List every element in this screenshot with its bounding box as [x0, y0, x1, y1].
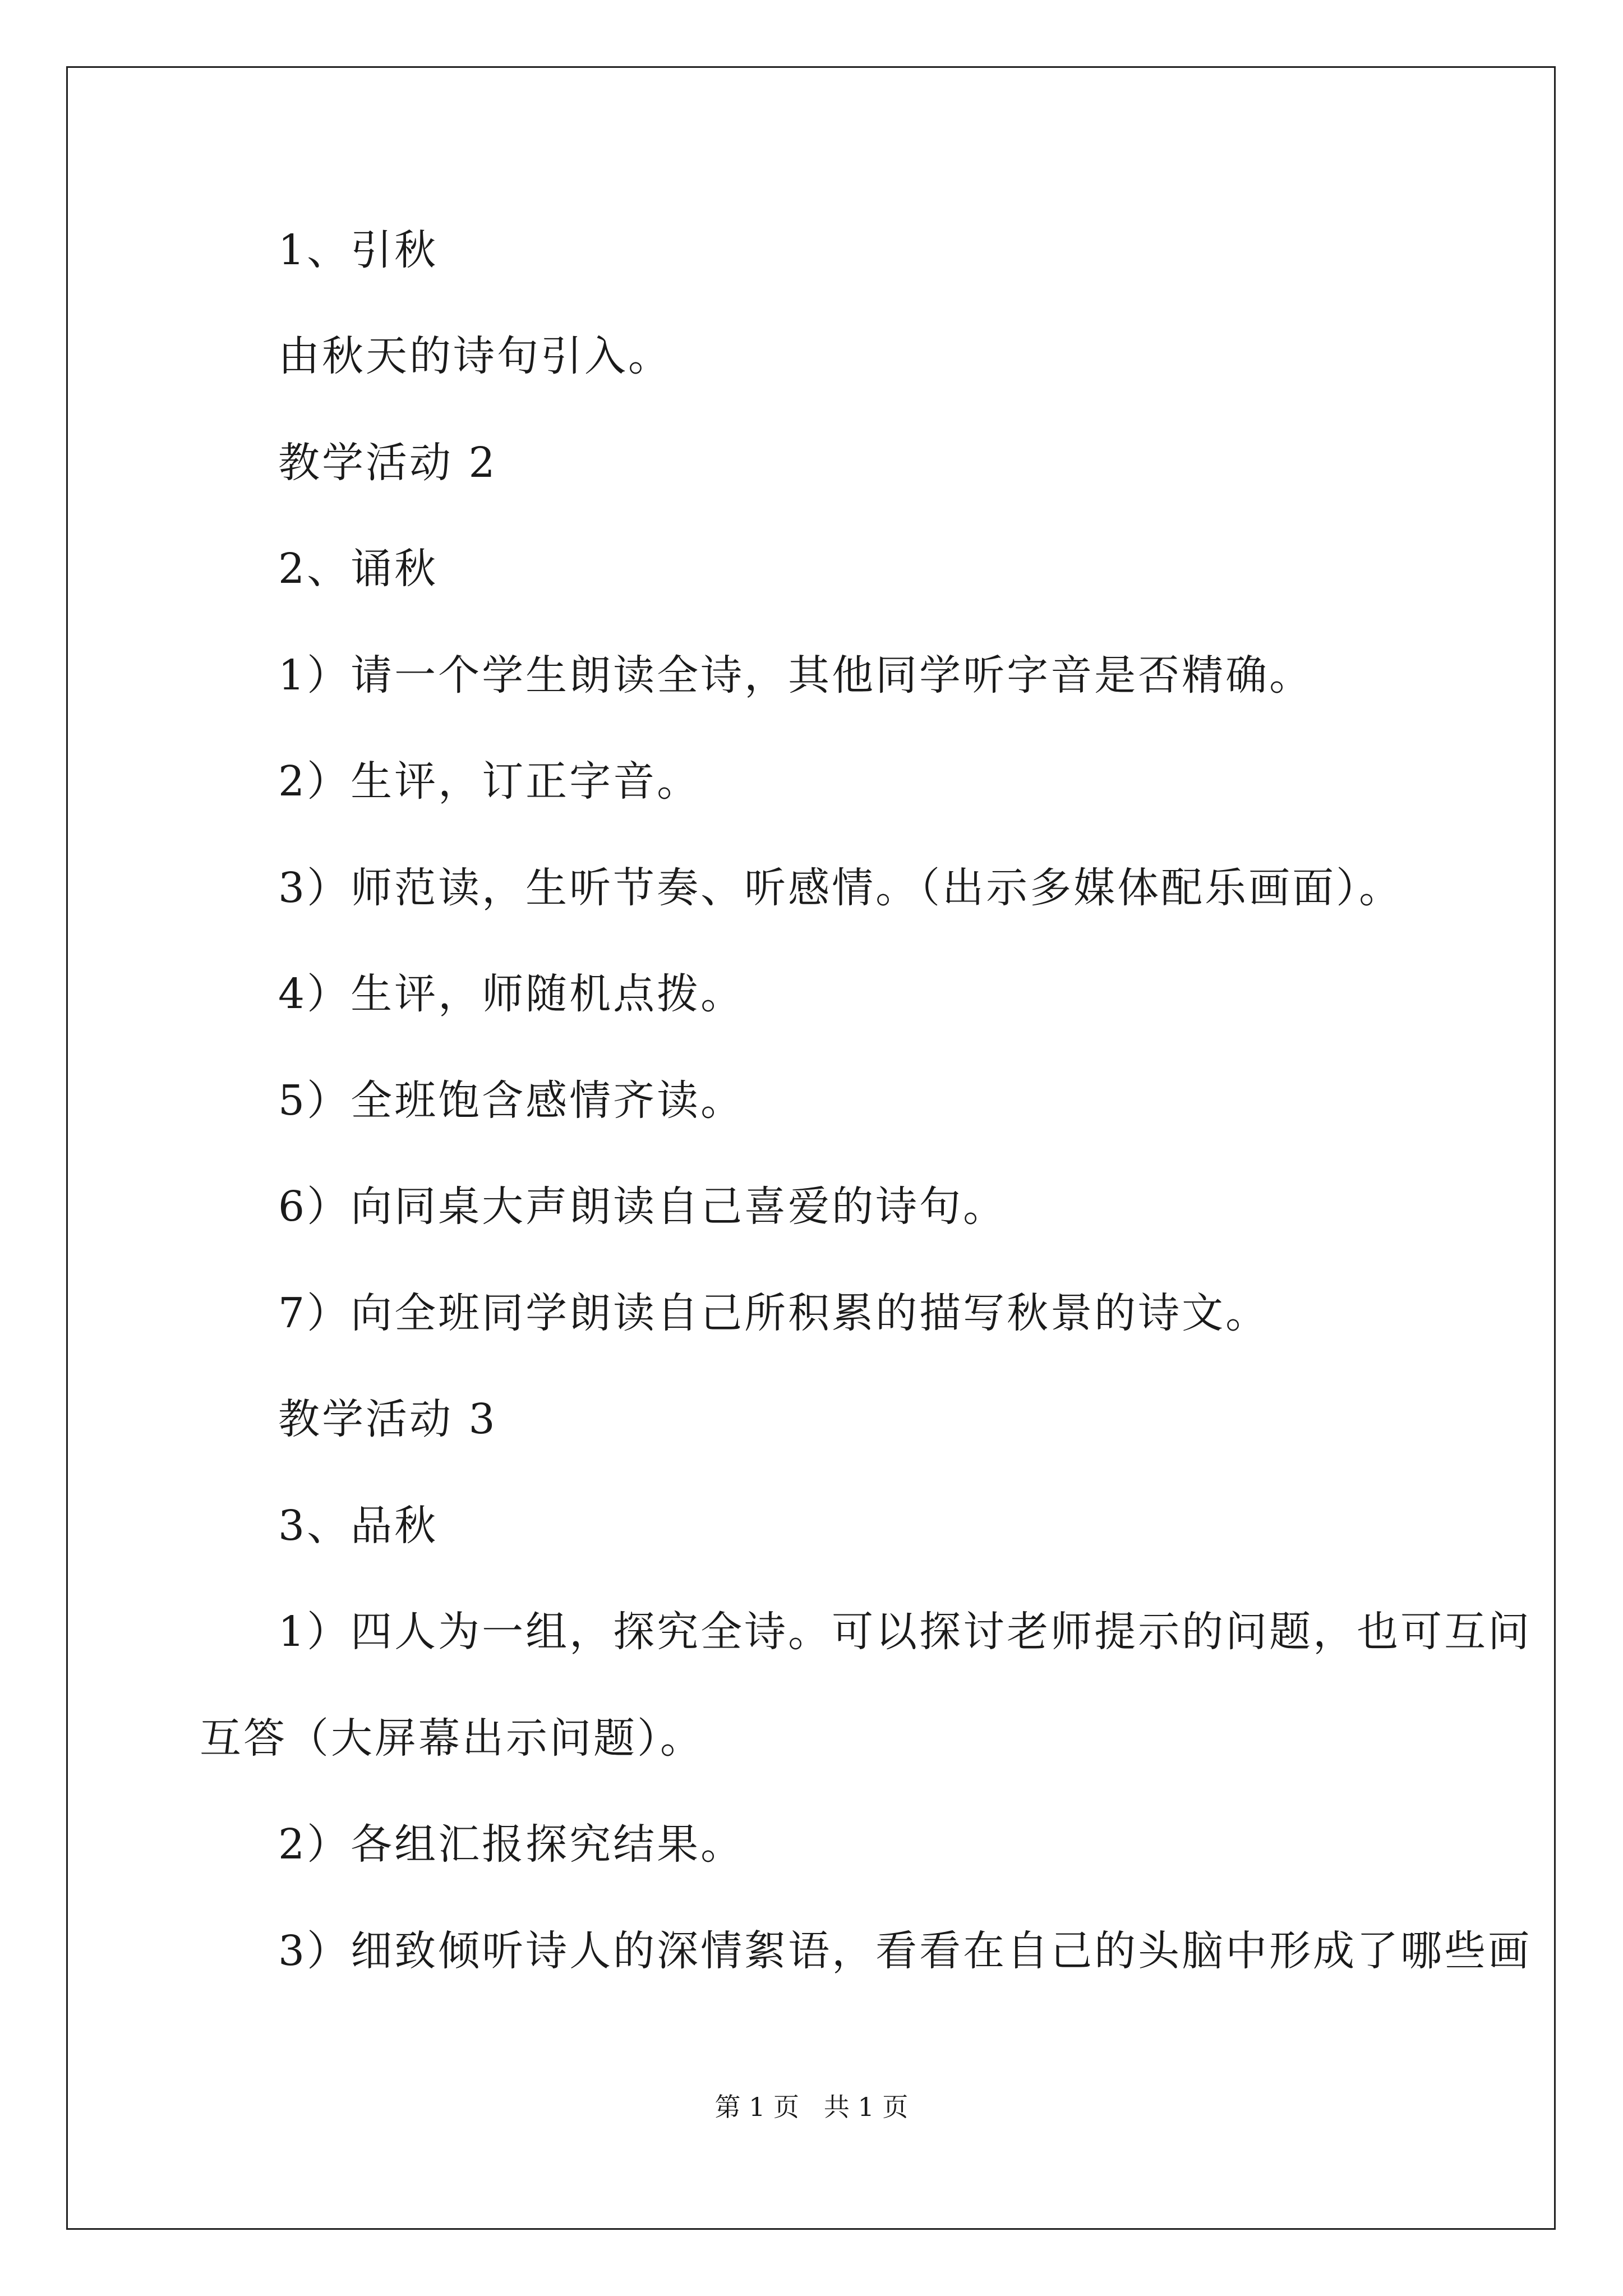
section-title-activity-2: 教学活动 2 — [278, 439, 497, 487]
list-item: 3）细致倾听诗人的深情絮语，看看在自己的头脑中形成了哪些画 — [278, 1927, 1532, 1975]
paragraph: 由秋天的诗句引入。 — [278, 332, 672, 380]
list-item: 1）请一个学生朗读全诗，其他同学听字音是否精确。 — [278, 651, 1313, 700]
list-item: 6）向同桌大声朗读自己喜爱的诗句。 — [278, 1182, 1007, 1231]
list-item: 7）向全班同学朗读自己所积累的描写秋景的诗文。 — [278, 1289, 1270, 1337]
list-item: 1）四人为一组，探究全诗。可以探讨老师提示的问题，也可互问 — [278, 1608, 1532, 1656]
list-item: 4）生评，师随机点拨。 — [278, 970, 745, 1018]
heading-pin-qiu: 3、品秋 — [278, 1502, 439, 1550]
list-item-continuation: 互答（大屏幕出示问题）。 — [200, 1714, 704, 1763]
section-title-activity-3: 教学活动 3 — [278, 1395, 497, 1443]
page-border — [66, 66, 1556, 2230]
heading-yin-qiu: 1、引秋 — [278, 226, 439, 274]
list-item: 5）全班饱含感情齐读。 — [278, 1076, 745, 1125]
list-item: 2）生评，订正字音。 — [278, 757, 701, 806]
list-item: 2）各组汇报探究结果。 — [278, 1820, 745, 1869]
page-number-footer: 第 1 页 共 1 页 — [714, 2092, 909, 2122]
heading-song-qiu: 2、诵秋 — [278, 545, 439, 593]
list-item: 3）师范读，生听节奏、听感情。（出示多媒体配乐画面）。 — [278, 864, 1403, 912]
